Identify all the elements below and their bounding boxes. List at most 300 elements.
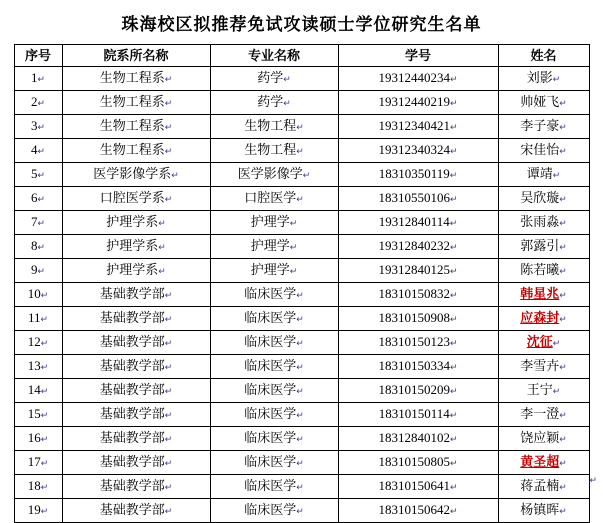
- cell-name: [498, 379, 589, 403]
- cell-name: [498, 235, 589, 259]
- cell-name: [498, 67, 589, 91]
- edit-mark: ↵: [164, 506, 173, 516]
- cell-name-text: 杨镇晖: [520, 502, 560, 517]
- cell-major: [210, 139, 338, 163]
- edit-mark: ↵: [283, 98, 291, 108]
- edit-mark: ↵: [449, 362, 458, 372]
- cell-department-text: 基础教学部: [99, 310, 165, 325]
- edit-mark: ↵: [296, 290, 304, 300]
- cell-major: [210, 427, 338, 451]
- cell-department-text: 生物工程系: [99, 142, 165, 157]
- edit-mark: ↵: [296, 122, 304, 132]
- cell-department: [62, 67, 210, 91]
- cell-name-text: 李雪卉: [520, 358, 560, 373]
- cell-seq: [14, 139, 62, 163]
- edit-mark: ↵: [552, 74, 561, 84]
- edit-mark: ↵: [158, 266, 166, 276]
- cell-major-text: 药学: [257, 70, 284, 85]
- cell-major: [210, 235, 338, 259]
- cell-seq: [14, 451, 62, 475]
- edit-mark: ↵: [296, 314, 304, 324]
- page-title: 珠海校区拟推荐免试攻读硕士学位研究生名单: [121, 15, 482, 34]
- cell-department: [62, 139, 210, 163]
- cell-name-text: 黄圣超: [520, 454, 560, 469]
- cell-name: [498, 403, 589, 427]
- cell-student-id: [338, 67, 498, 91]
- cell-name-text: 王宁: [526, 382, 553, 397]
- edit-mark: ↵: [40, 482, 49, 492]
- cell-seq-text: 1: [30, 70, 38, 85]
- cell-seq-text: 17: [27, 454, 41, 469]
- cell-student-id-text: 18310150641: [378, 478, 450, 493]
- cell-student-id-text: 18310150334: [378, 358, 450, 373]
- cell-department-text: 医学影像学系: [93, 166, 172, 181]
- column-header-student-id: 学号: [338, 45, 498, 67]
- edit-mark: ↵: [449, 458, 458, 468]
- table-row: [14, 307, 589, 331]
- cell-major-text: 临床医学: [244, 502, 297, 517]
- table-row: [14, 331, 589, 355]
- cell-student-id-text: 18310150805: [378, 454, 450, 469]
- cell-student-id: [338, 403, 498, 427]
- edit-mark: ↵: [449, 194, 458, 204]
- cell-student-id: [338, 211, 498, 235]
- edit-mark: ↵: [296, 386, 304, 396]
- cell-seq-text: 15: [27, 406, 41, 421]
- edit-mark: ↵: [559, 362, 567, 372]
- cell-major: [210, 211, 338, 235]
- cell-student-id: [338, 163, 498, 187]
- cell-major: [210, 379, 338, 403]
- cell-department-text: 基础教学部: [99, 454, 165, 469]
- edit-mark: ↵: [296, 434, 304, 444]
- cell-major-text: 临床医学: [244, 430, 297, 445]
- edit-mark: ↵: [552, 170, 561, 180]
- cell-department-text: 护理学系: [106, 214, 159, 229]
- cell-student-id-text: 18310350119: [378, 166, 450, 181]
- cell-seq: [14, 283, 62, 307]
- cell-name-text: 应森封: [520, 310, 560, 325]
- cell-major-text: 生物工程: [244, 142, 297, 157]
- edit-mark: ↵: [164, 458, 173, 468]
- cell-seq-text: 11: [27, 310, 41, 325]
- cell-major-text: 口腔医学: [244, 190, 297, 205]
- edit-mark: ↵: [552, 338, 561, 348]
- cell-department: [62, 211, 210, 235]
- cell-student-id-text: 18310150123: [378, 334, 450, 349]
- cell-department: [62, 259, 210, 283]
- cell-student-id-text: 19312840114: [378, 214, 450, 229]
- edit-mark: ↵: [559, 218, 567, 228]
- table-row: [14, 115, 589, 139]
- edit-mark: ↵: [449, 338, 458, 348]
- cell-major: [210, 403, 338, 427]
- edit-mark: ↵: [449, 410, 458, 420]
- cell-department-text: 基础教学部: [99, 502, 165, 517]
- cell-seq: [14, 235, 62, 259]
- cell-department: [62, 163, 210, 187]
- cell-seq-text: 10: [27, 286, 41, 301]
- table-row: [14, 67, 589, 91]
- edit-mark: ↵: [449, 266, 458, 276]
- cell-name-text: 沈征: [526, 334, 553, 349]
- edit-mark: ↵: [164, 122, 173, 132]
- edit-mark: ↵: [37, 266, 46, 276]
- edit-mark: ↵: [296, 506, 304, 516]
- cell-seq: [14, 331, 62, 355]
- edit-mark: ↵: [164, 194, 173, 204]
- cell-department: [62, 307, 210, 331]
- cell-major: [210, 163, 338, 187]
- cell-name-text: 帅娅飞: [520, 94, 560, 109]
- edit-mark: ↵: [164, 386, 173, 396]
- edit-mark: ↵: [449, 314, 458, 324]
- cell-name: [498, 331, 589, 355]
- cell-name: [498, 115, 589, 139]
- cell-seq: [14, 259, 62, 283]
- cell-major-text: 临床医学: [244, 406, 297, 421]
- edit-mark: ↵: [449, 218, 458, 228]
- cell-student-id-text: 19312840232: [378, 238, 450, 253]
- edit-mark: ↵: [559, 434, 567, 444]
- roster-table: [14, 44, 590, 523]
- cell-name: [498, 283, 589, 307]
- edit-mark: ↵: [559, 146, 567, 156]
- cell-student-id: [338, 91, 498, 115]
- cell-student-id: [338, 235, 498, 259]
- cell-department-text: 护理学系: [106, 238, 159, 253]
- cell-major-text: 临床医学: [244, 358, 297, 373]
- table-row: [14, 427, 589, 451]
- table-row: [14, 211, 589, 235]
- edit-mark: ↵: [559, 482, 567, 492]
- table-row: [14, 235, 589, 259]
- cell-major-text: 护理学: [250, 214, 290, 229]
- cell-name-text: 郭露引: [520, 238, 560, 253]
- cell-seq: [14, 355, 62, 379]
- cell-seq-text: 18: [27, 478, 41, 493]
- cell-major: [210, 283, 338, 307]
- cell-seq-text: 8: [30, 238, 38, 253]
- cell-seq-text: 3: [30, 118, 38, 133]
- cell-student-id: [338, 331, 498, 355]
- cell-major-text: 临床医学: [244, 454, 297, 469]
- cell-department: [62, 451, 210, 475]
- edit-mark: ↵: [559, 98, 567, 108]
- cell-student-id: [338, 187, 498, 211]
- cell-seq-text: 12: [27, 334, 41, 349]
- edit-mark: ↵: [40, 290, 49, 300]
- cell-name-text: 蒋孟楠: [520, 478, 560, 493]
- table-row: [14, 283, 589, 307]
- cell-department: [62, 355, 210, 379]
- cell-department-text: 基础教学部: [99, 358, 165, 373]
- cell-seq: [14, 115, 62, 139]
- cell-name: [498, 163, 589, 187]
- table-row: [14, 403, 589, 427]
- cell-name-text: 吴欣璇: [520, 190, 560, 205]
- cell-major-text: 生物工程: [244, 118, 297, 133]
- edit-mark: ↵: [296, 410, 304, 420]
- cell-seq-text: 5: [30, 166, 38, 181]
- edit-mark: ↵: [37, 242, 46, 252]
- cell-major: [210, 115, 338, 139]
- cell-seq-text: 14: [27, 382, 41, 397]
- edit-mark: ↵: [164, 290, 173, 300]
- edit-mark: ↵: [589, 475, 597, 485]
- edit-mark: ↵: [302, 170, 311, 180]
- edit-mark: ↵: [164, 338, 173, 348]
- table-body: [14, 67, 589, 523]
- table-row: [14, 355, 589, 379]
- cell-major: [210, 331, 338, 355]
- cell-major: [210, 259, 338, 283]
- cell-student-id-text: 18310150209: [378, 382, 450, 397]
- cell-major: [210, 91, 338, 115]
- cell-name: [498, 259, 589, 283]
- edit-mark: ↵: [164, 362, 173, 372]
- cell-major: [210, 451, 338, 475]
- cell-major-text: 临床医学: [244, 382, 297, 397]
- column-header-name: 姓名: [498, 45, 589, 67]
- cell-department: [62, 187, 210, 211]
- edit-mark: ↵: [296, 146, 304, 156]
- table-row: [14, 139, 589, 163]
- cell-department: [62, 283, 210, 307]
- table-row: [14, 259, 589, 283]
- cell-student-id-text: 19312340421: [378, 118, 450, 133]
- edit-mark: ↵: [552, 386, 561, 396]
- cell-student-id: [338, 115, 498, 139]
- table-row: [14, 499, 589, 523]
- cell-student-id: [338, 139, 498, 163]
- table-row: [14, 451, 589, 475]
- cell-seq: [14, 403, 62, 427]
- cell-major: [210, 499, 338, 523]
- cell-name: [498, 355, 589, 379]
- cell-student-id-text: 18310150908: [378, 310, 450, 325]
- cell-name: [498, 187, 589, 211]
- cell-seq-text: 9: [30, 262, 38, 277]
- cell-seq-text: 16: [27, 430, 41, 445]
- edit-mark: ↵: [164, 434, 173, 444]
- cell-major: [210, 67, 338, 91]
- cell-student-id-text: 18310150114: [378, 406, 450, 421]
- edit-mark: ↵: [559, 242, 567, 252]
- cell-name-text: 陈若曦: [520, 262, 560, 277]
- cell-student-id: [338, 379, 498, 403]
- cell-name-text: 韩星兆: [520, 286, 560, 301]
- edit-mark: ↵: [449, 506, 458, 516]
- edit-mark: ↵: [164, 74, 173, 84]
- cell-name-text: 谭靖: [526, 166, 553, 181]
- edit-mark: ↵: [296, 338, 304, 348]
- cell-student-id: [338, 307, 498, 331]
- cell-major-text: 临床医学: [244, 478, 297, 493]
- cell-seq: [14, 67, 62, 91]
- cell-major-text: 护理学: [250, 262, 290, 277]
- cell-department-text: 基础教学部: [99, 406, 165, 421]
- cell-student-id: [338, 355, 498, 379]
- cell-seq: [14, 211, 62, 235]
- table-row: [14, 91, 589, 115]
- cell-seq-text: 4: [30, 142, 38, 157]
- cell-department: [62, 115, 210, 139]
- edit-mark: ↵: [296, 482, 304, 492]
- cell-name-text: 张雨淼: [520, 214, 560, 229]
- edit-mark: ↵: [40, 458, 49, 468]
- edit-mark: ↵: [559, 458, 567, 468]
- cell-department-text: 口腔医学系: [99, 190, 165, 205]
- cell-major: [210, 187, 338, 211]
- edit-mark: ↵: [449, 74, 458, 84]
- cell-department-text: 生物工程系: [99, 94, 165, 109]
- edit-mark: ↵: [449, 98, 458, 108]
- edit-mark: ↵: [449, 290, 458, 300]
- cell-name: [498, 451, 589, 475]
- cell-department: [62, 379, 210, 403]
- cell-name: [498, 499, 589, 523]
- cell-student-id: [338, 427, 498, 451]
- cell-name: [498, 211, 589, 235]
- cell-seq: [14, 91, 62, 115]
- column-header-major: 专业名称: [210, 45, 338, 67]
- edit-mark: ↵: [37, 146, 46, 156]
- cell-department-text: 基础教学部: [99, 286, 165, 301]
- cell-department: [62, 403, 210, 427]
- cell-seq: [14, 427, 62, 451]
- edit-mark: ↵: [449, 146, 458, 156]
- cell-seq-text: 2: [30, 94, 38, 109]
- edit-mark: ↵: [37, 194, 46, 204]
- edit-mark: ↵: [296, 458, 304, 468]
- edit-mark: ↵: [559, 266, 567, 276]
- cell-department: [62, 235, 210, 259]
- cell-seq-text: 13: [27, 358, 41, 373]
- cell-department: [62, 331, 210, 355]
- edit-mark: ↵: [37, 170, 46, 180]
- cell-student-id-text: 19312340324: [378, 142, 450, 157]
- edit-mark: ↵: [559, 290, 567, 300]
- edit-mark: ↵: [40, 410, 49, 420]
- table-row: [14, 187, 589, 211]
- cell-major: [210, 355, 338, 379]
- cell-name-text: 李子豪: [520, 118, 560, 133]
- edit-mark: ↵: [449, 386, 458, 396]
- cell-department: [62, 499, 210, 523]
- cell-department-text: 生物工程系: [99, 70, 165, 85]
- edit-mark: ↵: [559, 194, 567, 204]
- edit-mark: ↵: [283, 74, 291, 84]
- cell-department-text: 基础教学部: [99, 334, 165, 349]
- cell-name-text: 饶应颖: [520, 430, 560, 445]
- cell-seq: [14, 307, 62, 331]
- cell-student-id: [338, 451, 498, 475]
- edit-mark: ↵: [289, 242, 298, 252]
- edit-mark: ↵: [559, 506, 567, 516]
- edit-mark: ↵: [171, 170, 179, 180]
- edit-mark: ↵: [164, 146, 173, 156]
- cell-seq-text: 6: [30, 190, 38, 205]
- edit-mark: ↵: [40, 362, 49, 372]
- cell-student-id-text: 19312440219: [378, 94, 450, 109]
- edit-mark: ↵: [37, 98, 46, 108]
- edit-mark: ↵: [449, 122, 458, 132]
- column-header-department: 院系所名称: [62, 45, 210, 67]
- edit-mark: ↵: [449, 434, 458, 444]
- cell-name: [498, 427, 589, 451]
- cell-student-id-text: 19312840125: [378, 262, 450, 277]
- edit-mark: ↵: [559, 410, 567, 420]
- edit-mark: ↵: [40, 314, 49, 324]
- column-header-seq: 序号: [14, 45, 62, 67]
- cell-student-id-text: 19312440234: [378, 70, 450, 85]
- cell-name-text: 李一澄: [520, 406, 560, 421]
- edit-mark: ↵: [449, 170, 458, 180]
- cell-student-id: [338, 259, 498, 283]
- cell-student-id-text: 18310150642: [378, 502, 450, 517]
- edit-mark: ↵: [296, 362, 304, 372]
- cell-department-text: 基础教学部: [99, 430, 165, 445]
- table-row: [14, 163, 589, 187]
- cell-major: [210, 307, 338, 331]
- edit-mark: ↵: [449, 482, 458, 492]
- cell-student-id-text: 18312840102: [378, 430, 450, 445]
- cell-name-text: 刘影: [526, 70, 553, 85]
- edit-mark: ↵: [289, 218, 298, 228]
- edit-mark: ↵: [296, 194, 304, 204]
- edit-mark: ↵: [158, 218, 166, 228]
- cell-student-id-text: 18310550106: [378, 190, 450, 205]
- cell-student-id: [338, 499, 498, 523]
- cell-department: [62, 91, 210, 115]
- edit-mark: ↵: [158, 242, 166, 252]
- cell-major-text: 临床医学: [244, 334, 297, 349]
- edit-mark: ↵: [164, 314, 173, 324]
- edit-mark: ↵: [164, 410, 173, 420]
- edit-mark: ↵: [40, 506, 49, 516]
- cell-seq-text: 7: [30, 214, 38, 229]
- edit-mark: ↵: [164, 98, 173, 108]
- table-header: [14, 45, 589, 67]
- edit-mark: ↵: [289, 266, 298, 276]
- cell-name: [498, 139, 589, 163]
- cell-department: [62, 427, 210, 451]
- cell-department-text: 基础教学部: [99, 382, 165, 397]
- cell-major-text: 临床医学: [244, 310, 297, 325]
- edit-mark: ↵: [37, 218, 46, 228]
- edit-mark: ↵: [559, 314, 567, 324]
- cell-seq: [14, 499, 62, 523]
- edit-mark: ↵: [37, 122, 46, 132]
- cell-department-text: 基础教学部: [99, 478, 165, 493]
- edit-mark: ↵: [37, 74, 46, 84]
- cell-seq: [14, 163, 62, 187]
- cell-major-text: 药学: [257, 94, 284, 109]
- cell-major-text: 护理学: [250, 238, 290, 253]
- table-header-row: [14, 45, 589, 67]
- cell-student-id: [338, 283, 498, 307]
- cell-name: [498, 307, 589, 331]
- cell-major-text: 医学影像学: [237, 166, 303, 181]
- edit-mark: ↵: [164, 482, 173, 492]
- cell-student-id-text: 18310150832: [378, 286, 450, 301]
- cell-seq: [14, 187, 62, 211]
- edit-mark: ↵: [40, 434, 49, 444]
- edit-mark: ↵: [559, 122, 567, 132]
- edit-mark: ↵: [40, 386, 49, 396]
- cell-seq-text: 19: [27, 502, 41, 517]
